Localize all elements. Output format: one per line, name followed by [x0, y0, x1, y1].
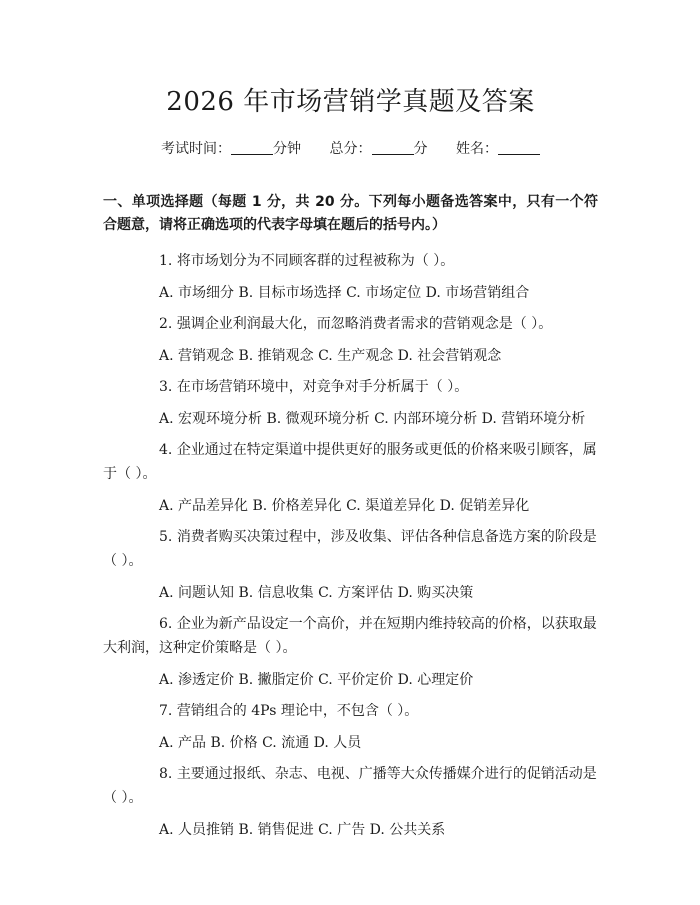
total-score-label: 总分：: [329, 141, 372, 157]
question-number: 8.: [159, 766, 173, 782]
question-number: 4.: [159, 442, 173, 458]
question-item: [103, 438, 598, 518]
question-options: A. 产品差异化 B. 价格差异化 C. 渠道差异化 D. 促销差异化: [159, 498, 530, 514]
question-options: A. 市场细分 B. 目标市场选择 C. 市场定位 D. 市场营销组合: [159, 285, 530, 301]
question-text: 将市场划分为不同顾客群的过程被称为（ ）。: [176, 253, 455, 269]
question-number: 2.: [159, 316, 173, 332]
question-number: 7.: [159, 703, 173, 719]
question-item: [103, 612, 598, 692]
question-number: 1.: [159, 253, 173, 269]
question-item: [103, 762, 598, 842]
exam-time-label: 考试时间：: [161, 141, 232, 157]
question-number: 6.: [159, 616, 173, 632]
student-name-label: 姓名：: [455, 141, 498, 157]
exam-time-field: [161, 139, 301, 159]
question-options: A. 渗透定价 B. 撇脂定价 C. 平价定价 D. 心理定价: [159, 672, 474, 688]
question-number: 5.: [159, 529, 173, 545]
question-stem: [103, 525, 598, 573]
question-stem: [103, 312, 598, 336]
question-number: 3.: [159, 379, 173, 395]
question-item: [103, 249, 598, 305]
question-stem: [103, 438, 598, 486]
exam-info-line: [103, 139, 598, 159]
question-stem: [103, 249, 598, 273]
total-score-field: [330, 139, 428, 159]
question-text: 营销组合的 4Ps 理论中，不包含（ ）。: [176, 703, 419, 719]
question-text: 主要通过报纸、杂志、电视、广播等大众传播媒介进行的促销活动是（ ）。: [103, 766, 597, 806]
question-stem: [103, 612, 598, 660]
question-options: A. 人员推销 B. 销售促进 C. 广告 D. 公共关系: [159, 822, 446, 838]
question-options: A. 产品 B. 价格 C. 流通 D. 人员: [159, 735, 362, 751]
question-options: A. 问题认知 B. 信息收集 C. 方案评估 D. 购买决策: [159, 585, 474, 601]
question-options: A. 营销观念 B. 推销观念 C. 生产观念 D. 社会营销观念: [159, 348, 502, 364]
exam-time-blank: [231, 140, 273, 155]
question-item: [103, 375, 598, 431]
question-stem: [103, 375, 598, 399]
question-stem: [103, 762, 598, 810]
question-item: [103, 525, 598, 605]
student-name-blank: [498, 140, 540, 155]
question-text: 消费者购买决策过程中，涉及收集、评估各种信息备选方案的阶段是（ ）。: [103, 529, 597, 569]
question-item: [103, 312, 598, 368]
question-options: A. 宏观环境分析 B. 微观环境分析 C. 内部环境分析 D. 营销环境分析: [159, 411, 586, 427]
question-text: 在市场营销环境中，对竞争对手分析属于（ ）。: [176, 379, 469, 395]
student-name-field: [456, 139, 540, 159]
question-stem: [103, 699, 598, 723]
question-item: [103, 699, 598, 755]
question-text: 强调企业利润最大化，而忽略消费者需求的营销观念是（ ）。: [176, 316, 553, 332]
total-score-blank: [372, 140, 414, 155]
question-text: 企业通过在特定渠道中提供更好的服务或更低的价格来吸引顾客，属于（ ）。: [103, 442, 597, 482]
section-heading: 一、单项选择题（每题 1 分，共 20 分。下列每小题备选答案中，只有一个符合题意，请将正确选项的代表字母填在题后的括号内。）: [103, 194, 598, 233]
question-text: 企业为新产品设定一个高价，并在短期内维持较高的价格，以获取最大利润，这种定价策略是（ ）。: [103, 616, 597, 656]
total-score-unit: 分: [413, 141, 428, 157]
page-title: 2026 年市场营销学真题及答案: [166, 87, 535, 117]
exam-time-unit: 分钟: [273, 141, 302, 157]
